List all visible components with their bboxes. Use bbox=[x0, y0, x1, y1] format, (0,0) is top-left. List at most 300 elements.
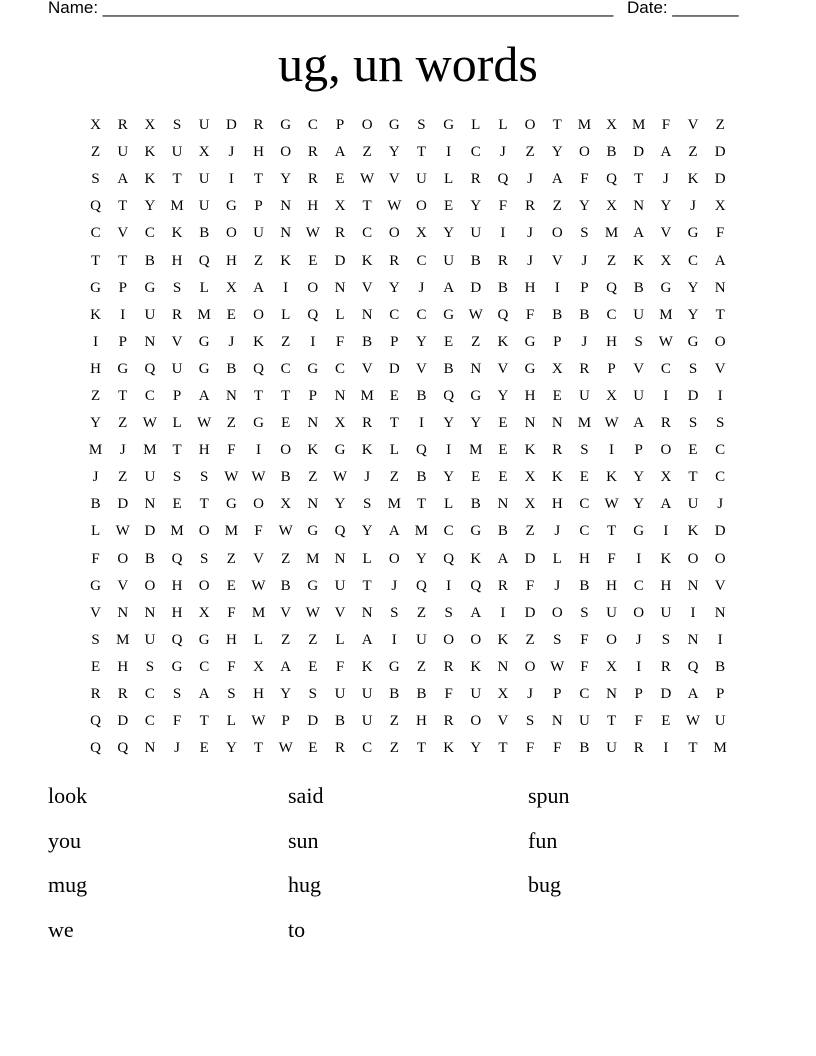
grid-row bbox=[82, 491, 734, 518]
grid-letter: G bbox=[171, 658, 183, 675]
grid-letter: R bbox=[525, 198, 536, 215]
grid-letter: T bbox=[199, 496, 209, 513]
word-list-item: spun bbox=[528, 783, 570, 808]
grid-letter: R bbox=[660, 658, 671, 675]
grid-letter: W bbox=[251, 713, 266, 730]
grid-letter: O bbox=[280, 144, 292, 161]
grid-letter: K bbox=[497, 333, 509, 350]
grid-letter: O bbox=[253, 306, 264, 323]
grid-letter: X bbox=[660, 252, 672, 269]
grid-letter: U bbox=[578, 387, 590, 404]
grid-letter: H bbox=[225, 631, 237, 648]
grid-letter: I bbox=[554, 279, 560, 296]
grid-letter: A bbox=[660, 144, 672, 161]
grid-letter: T bbox=[416, 740, 427, 757]
grid-letter: M bbox=[251, 604, 266, 621]
grid-letter: I bbox=[636, 550, 642, 567]
grid-letter: B bbox=[497, 523, 508, 540]
grid-letter: O bbox=[253, 496, 264, 513]
word-list-item: we bbox=[48, 916, 74, 942]
grid-letter: E bbox=[498, 415, 508, 432]
grid-letter: J bbox=[391, 577, 398, 594]
grid-letter: V bbox=[253, 550, 264, 567]
grid-letter: X bbox=[334, 415, 346, 432]
grid-letter: E bbox=[281, 415, 291, 432]
grid-letter: I bbox=[663, 523, 669, 540]
grid-letter: O bbox=[388, 550, 400, 567]
grid-letter: W bbox=[278, 740, 293, 757]
grid-letter: S bbox=[444, 604, 453, 621]
grid-row bbox=[82, 302, 734, 329]
grid-letter: D bbox=[144, 523, 156, 540]
grid-letter: F bbox=[607, 550, 616, 567]
grid-letter: N bbox=[497, 658, 509, 675]
grid-letter: Q bbox=[198, 252, 210, 269]
grid-row bbox=[82, 166, 734, 193]
grid-letter: E bbox=[552, 387, 562, 404]
grid-letter: J bbox=[119, 442, 126, 459]
grid-letter: L bbox=[444, 171, 454, 188]
grid-letter: G bbox=[524, 360, 536, 377]
grid-letter: S bbox=[580, 225, 589, 242]
grid-letter: K bbox=[90, 306, 101, 323]
grid-letter: N bbox=[307, 415, 319, 432]
grid-letter: K bbox=[551, 469, 563, 486]
grid-letter: L bbox=[552, 550, 562, 567]
grid-letter: S bbox=[91, 631, 100, 648]
grid-letter: M bbox=[577, 415, 592, 432]
grid-letter: Q bbox=[497, 306, 509, 323]
grid-letter: C bbox=[280, 360, 291, 377]
grid-letter: K bbox=[171, 225, 183, 242]
grid-letter: E bbox=[226, 306, 236, 323]
grid-letter: G bbox=[660, 279, 672, 296]
grid-letter: Q bbox=[497, 171, 509, 188]
grid-letter: O bbox=[117, 550, 129, 567]
grid-letter: R bbox=[633, 740, 644, 757]
grid-letter: W bbox=[468, 306, 483, 323]
grid-letter: U bbox=[416, 171, 427, 188]
grid-letter: X bbox=[225, 279, 237, 296]
grid-letter: S bbox=[580, 442, 589, 459]
grid-letter: A bbox=[470, 604, 482, 621]
grid-letter: J bbox=[662, 171, 669, 188]
grid-row bbox=[82, 139, 734, 166]
grid-letter: A bbox=[198, 387, 210, 404]
grid-letter: D bbox=[660, 686, 672, 703]
grid-letter: Y bbox=[388, 279, 400, 296]
grid-letter: E bbox=[308, 658, 318, 675]
grid-letter: U bbox=[470, 686, 482, 703]
grid-letter: M bbox=[387, 496, 401, 513]
grid-letter: Y bbox=[470, 415, 482, 432]
grid-row bbox=[82, 518, 734, 545]
grid-letter: C bbox=[144, 387, 155, 404]
grid-letter: Z bbox=[389, 740, 399, 757]
grid-letter: F bbox=[525, 306, 535, 323]
grid-letter: Y bbox=[388, 144, 400, 161]
grid-letter: B bbox=[90, 496, 101, 513]
grid-letter: E bbox=[661, 713, 671, 730]
grid-letter: S bbox=[553, 631, 562, 648]
grid-letter: H bbox=[171, 604, 183, 621]
grid-letter: X bbox=[198, 604, 210, 621]
grid-letter: M bbox=[143, 442, 157, 459]
grid-letter: V bbox=[416, 360, 427, 377]
grid-letter: Y bbox=[551, 144, 563, 161]
grid-letter: X bbox=[606, 117, 617, 134]
grid-letter: Z bbox=[416, 658, 427, 675]
grid-letter: V bbox=[687, 117, 699, 134]
grid-letter: S bbox=[172, 469, 182, 486]
grid-letter: B bbox=[470, 496, 481, 513]
grid-letter: J bbox=[92, 469, 99, 486]
grid-letter: M bbox=[197, 306, 211, 323]
grid-letter: G bbox=[388, 117, 400, 134]
grid-letter: J bbox=[527, 686, 533, 703]
grid-row bbox=[82, 275, 734, 302]
grid-letter: G bbox=[307, 360, 319, 377]
grid-letter: O bbox=[606, 631, 617, 648]
grid-letter: N bbox=[334, 279, 346, 296]
grid-letter: Y bbox=[144, 198, 156, 215]
grid-letter: K bbox=[443, 740, 455, 757]
grid-letter: U bbox=[606, 740, 617, 757]
grid-letter: T bbox=[199, 713, 209, 730]
grid-letter: S bbox=[688, 360, 698, 377]
grid-letter: T bbox=[552, 117, 562, 134]
grid-letter: T bbox=[118, 387, 128, 404]
grid-letter: O bbox=[524, 117, 536, 134]
grid-letter: R bbox=[172, 306, 183, 323]
grid-letter: Q bbox=[606, 171, 617, 188]
grid-letter: O bbox=[714, 333, 726, 350]
grid-letter: G bbox=[687, 225, 699, 242]
date-line: Date: _______ bbox=[627, 0, 739, 17]
grid-row bbox=[82, 708, 734, 735]
grid-letter: I bbox=[717, 387, 723, 404]
grid-letter: S bbox=[200, 469, 209, 486]
grid-letter: C bbox=[144, 225, 155, 242]
grid-letter: A bbox=[334, 144, 346, 161]
grid-letter: Y bbox=[578, 198, 590, 215]
grid-letter: H bbox=[171, 252, 183, 269]
grid-letter: C bbox=[660, 360, 671, 377]
grid-letter: F bbox=[716, 225, 725, 242]
grid-letter: P bbox=[390, 333, 399, 350]
grid-letter: Y bbox=[416, 333, 427, 350]
grid-letter: K bbox=[633, 252, 645, 269]
grid-letter: V bbox=[117, 225, 129, 242]
grid-letter: T bbox=[498, 740, 508, 757]
grid-letter: D bbox=[714, 144, 726, 161]
grid-letter: V bbox=[334, 604, 346, 621]
grid-letter: R bbox=[117, 686, 128, 703]
grid-letter: X bbox=[416, 225, 427, 242]
grid-row bbox=[82, 437, 734, 464]
grid-letter: L bbox=[90, 523, 101, 540]
grid-letter: U bbox=[144, 631, 156, 648]
grid-letter: L bbox=[444, 496, 454, 513]
grid-letter: R bbox=[579, 360, 590, 377]
grid-letter: C bbox=[606, 306, 617, 323]
grid-letter: S bbox=[580, 604, 589, 621]
grid-row bbox=[82, 112, 734, 139]
grid-row bbox=[82, 410, 734, 437]
grid-letter: C bbox=[443, 523, 454, 540]
grid-letter: Z bbox=[416, 604, 427, 621]
grid-letter: I bbox=[256, 442, 262, 459]
word-list-item: fun bbox=[528, 827, 558, 853]
grid-letter: U bbox=[687, 496, 699, 513]
grid-letter: K bbox=[606, 469, 617, 486]
grid-letter: T bbox=[634, 171, 644, 188]
grid-letter: E bbox=[444, 198, 454, 215]
grid-letter: S bbox=[688, 415, 698, 432]
grid-letter: W bbox=[550, 658, 565, 675]
grid-letter: D bbox=[687, 387, 699, 404]
grid-letter: R bbox=[253, 117, 264, 134]
grid-letter: O bbox=[660, 442, 672, 459]
grid-letter: R bbox=[334, 225, 345, 242]
grid-letter: O bbox=[551, 225, 563, 242]
grid-letter: T bbox=[253, 740, 264, 757]
grid-letter: N bbox=[524, 415, 536, 432]
grid-letter: I bbox=[310, 333, 316, 350]
grid-letter: Q bbox=[307, 306, 319, 323]
grid-letter: V bbox=[361, 360, 373, 377]
grid-letter: R bbox=[307, 171, 318, 188]
grid-letter: I bbox=[446, 144, 452, 161]
grid-letter: T bbox=[416, 496, 427, 513]
word-list-item: said bbox=[288, 783, 324, 808]
grid-letter: Z bbox=[308, 631, 318, 648]
grid-letter: A bbox=[443, 279, 455, 296]
grid-letter: I bbox=[446, 442, 452, 459]
grid-letter: C bbox=[362, 740, 373, 757]
grid-letter: P bbox=[118, 333, 127, 350]
grid-letter: I bbox=[717, 631, 723, 648]
grid-letter: X bbox=[660, 469, 672, 486]
grid-letter: G bbox=[225, 496, 237, 513]
grid-letter: Q bbox=[443, 387, 455, 404]
grid-letter: M bbox=[713, 740, 727, 757]
grid-letter: D bbox=[524, 604, 536, 621]
grid-letter: V bbox=[90, 604, 101, 621]
grid-letter: T bbox=[362, 577, 372, 594]
grid-letter: K bbox=[660, 550, 672, 567]
grid-letter: Q bbox=[144, 360, 156, 377]
grid-letter: Q bbox=[416, 577, 427, 594]
grid-letter: V bbox=[497, 360, 509, 377]
grid-row bbox=[82, 546, 734, 573]
grid-letter: C bbox=[362, 225, 373, 242]
grid-letter: B bbox=[362, 333, 373, 350]
grid-letter: K bbox=[307, 442, 319, 459]
grid-letter: B bbox=[280, 469, 291, 486]
grid-letter: U bbox=[253, 225, 264, 242]
grid-letter: M bbox=[170, 523, 184, 540]
grid-letter: D bbox=[117, 496, 129, 513]
grid-letter: O bbox=[361, 117, 373, 134]
word-list-item: hug bbox=[288, 872, 321, 897]
grid-letter: P bbox=[254, 198, 263, 215]
grid-letter: F bbox=[227, 604, 236, 621]
grid-letter: A bbox=[660, 496, 672, 513]
grid-letter: X bbox=[90, 117, 101, 134]
grid-letter: Z bbox=[525, 144, 535, 161]
grid-letter: C bbox=[416, 306, 427, 323]
grid-letter: L bbox=[471, 117, 481, 134]
grid-letter: G bbox=[90, 279, 101, 296]
grid-letter: U bbox=[171, 360, 183, 377]
grid-letter: O bbox=[524, 658, 536, 675]
grid-letter: Q bbox=[90, 713, 101, 730]
grid-letter: H bbox=[171, 577, 183, 594]
grid-letter: S bbox=[172, 117, 182, 134]
grid-letter: G bbox=[470, 387, 482, 404]
grid-letter: K bbox=[144, 171, 156, 188]
grid-letter: L bbox=[335, 306, 345, 323]
grid-letter: V bbox=[361, 279, 373, 296]
grid-letter: Q bbox=[334, 523, 346, 540]
grid-letter: U bbox=[334, 577, 346, 594]
grid-row bbox=[82, 329, 734, 356]
grid-letter: N bbox=[361, 604, 373, 621]
grid-letter: Y bbox=[443, 415, 455, 432]
grid-letter: W bbox=[305, 225, 320, 242]
grid-letter: H bbox=[198, 442, 210, 459]
grid-letter: B bbox=[334, 713, 345, 730]
grid-letter: M bbox=[88, 442, 103, 459]
grid-letter: Q bbox=[90, 198, 101, 215]
page-title: ug, un words bbox=[278, 36, 538, 92]
grid-letter: G bbox=[524, 333, 536, 350]
grid-letter: E bbox=[444, 333, 454, 350]
grid-letter: I bbox=[663, 740, 669, 757]
grid-letter: I bbox=[391, 631, 397, 648]
grid-letter: V bbox=[171, 333, 183, 350]
grid-letter: E bbox=[308, 740, 318, 757]
grid-letter: C bbox=[579, 686, 590, 703]
grid-letter: Z bbox=[606, 252, 617, 269]
grid-letter: A bbox=[633, 225, 645, 242]
grid-letter: Z bbox=[118, 415, 128, 432]
grid-letter: W bbox=[305, 604, 320, 621]
grid-row bbox=[82, 247, 734, 274]
grid-letter: Z bbox=[118, 469, 128, 486]
grid-letter: X bbox=[497, 686, 509, 703]
grid-letter: X bbox=[198, 144, 210, 161]
grid-letter: N bbox=[714, 604, 726, 621]
grid-row bbox=[82, 464, 734, 491]
grid-letter: H bbox=[578, 550, 590, 567]
grid-letter: W bbox=[251, 577, 266, 594]
grid-letter: U bbox=[334, 686, 346, 703]
grid-letter: Q bbox=[171, 631, 183, 648]
grid-letter: E bbox=[199, 740, 209, 757]
grid-letter: B bbox=[416, 469, 427, 486]
grid-row bbox=[82, 220, 734, 247]
name-line: Name: ______________________________________________________ bbox=[48, 0, 614, 17]
grid-letter: D bbox=[470, 279, 482, 296]
grid-letter: U bbox=[416, 631, 427, 648]
grid-letter: B bbox=[416, 686, 427, 703]
word-list-item: look bbox=[48, 783, 88, 808]
grid-letter: X bbox=[280, 496, 292, 513]
grid-letter: Q bbox=[687, 658, 699, 675]
grid-letter: M bbox=[469, 442, 483, 459]
grid-letter: Z bbox=[389, 469, 399, 486]
grid-letter: W bbox=[278, 523, 293, 540]
grid-letter: G bbox=[117, 360, 129, 377]
grid-letter: B bbox=[280, 577, 291, 594]
grid-letter: A bbox=[117, 171, 129, 188]
grid-letter: A bbox=[633, 415, 645, 432]
grid-letter: E bbox=[471, 469, 481, 486]
grid-letter: R bbox=[470, 171, 481, 188]
grid-letter: R bbox=[497, 577, 508, 594]
grid-letter: S bbox=[362, 496, 372, 513]
grid-letter: U bbox=[633, 387, 645, 404]
grid-letter: B bbox=[497, 279, 508, 296]
grid-letter: N bbox=[334, 387, 346, 404]
grid-letter: Z bbox=[226, 550, 236, 567]
grid-letter: T bbox=[118, 198, 128, 215]
grid-letter: N bbox=[551, 415, 563, 432]
grid-letter: U bbox=[144, 306, 156, 323]
grid-row bbox=[82, 356, 734, 383]
grid-letter: E bbox=[498, 442, 508, 459]
grid-letter: Q bbox=[171, 550, 183, 567]
grid-letter: S bbox=[390, 604, 399, 621]
grid-letter: R bbox=[307, 144, 318, 161]
grid-letter: T bbox=[118, 252, 128, 269]
grid-letter: Y bbox=[361, 523, 373, 540]
grid-letter: B bbox=[579, 740, 590, 757]
grid-letter: B bbox=[144, 550, 155, 567]
grid-letter: Y bbox=[225, 740, 237, 757]
grid-letter: I bbox=[690, 604, 696, 621]
word-list-item: mug bbox=[48, 872, 88, 897]
grid-letter: B bbox=[470, 252, 481, 269]
grid-letter: M bbox=[604, 225, 619, 242]
grid-letter: T bbox=[362, 198, 372, 215]
grid-letter: Z bbox=[525, 523, 535, 540]
grid-letter: R bbox=[552, 442, 563, 459]
grid-row bbox=[82, 193, 734, 220]
grid-letter: K bbox=[280, 252, 292, 269]
grid-letter: O bbox=[443, 631, 455, 648]
grid-letter: A bbox=[361, 631, 373, 648]
grid-letter: F bbox=[580, 631, 589, 648]
grid-letter: B bbox=[443, 360, 454, 377]
grid-letter: A bbox=[280, 658, 292, 675]
grid-letter: T bbox=[253, 387, 264, 404]
grid-letter: H bbox=[117, 658, 129, 675]
grid-letter: M bbox=[577, 117, 592, 134]
grid-letter: J bbox=[527, 225, 533, 242]
grid-letter: I bbox=[500, 604, 506, 621]
grid-letter: V bbox=[551, 252, 563, 269]
grid-letter: D bbox=[117, 713, 129, 730]
grid-letter: I bbox=[228, 171, 234, 188]
grid-letter: Q bbox=[253, 360, 264, 377]
grid-letter: P bbox=[580, 279, 589, 296]
grid-letter: J bbox=[581, 252, 588, 269]
grid-letter: F bbox=[444, 686, 453, 703]
grid-letter: O bbox=[551, 604, 563, 621]
